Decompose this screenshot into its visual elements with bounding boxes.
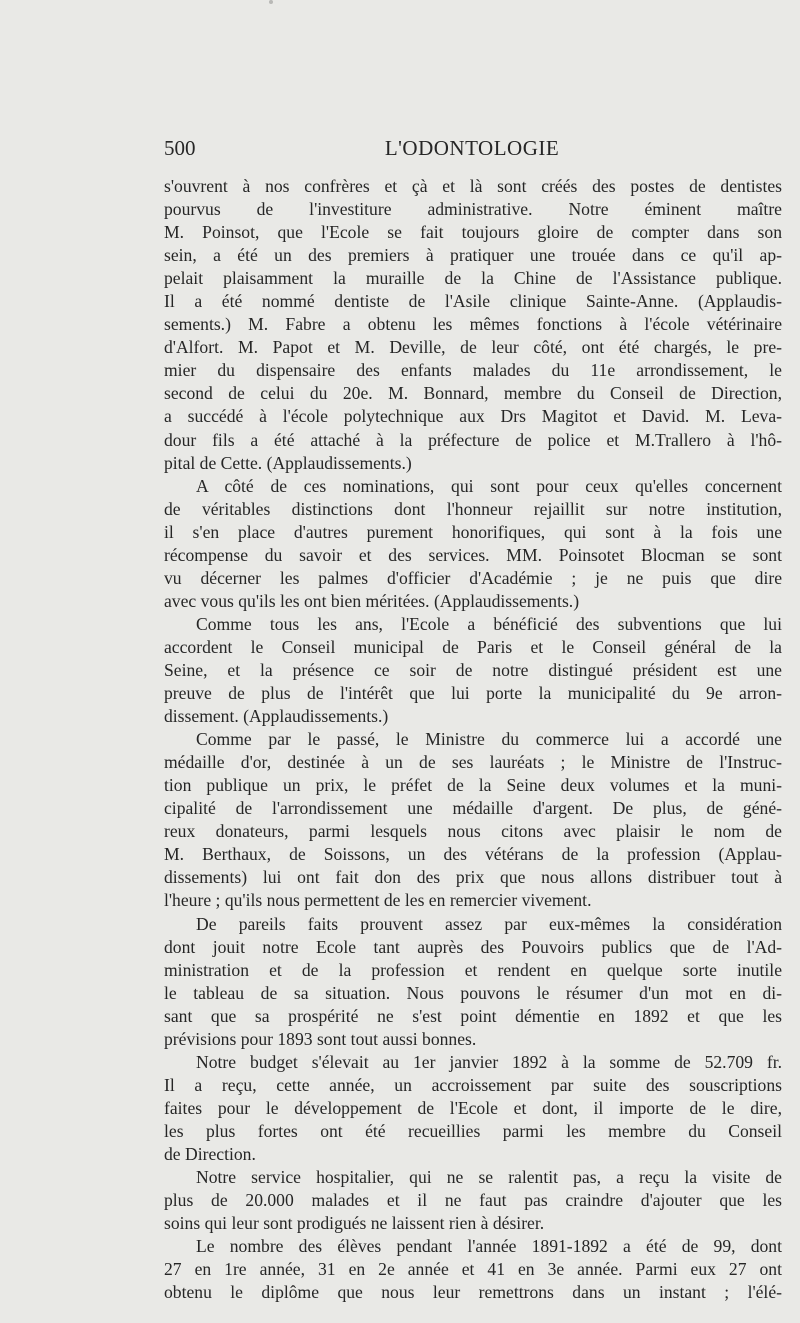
text-line: ministration et de la profession et rendent en quelque sorte inutile bbox=[164, 959, 782, 980]
text-line: dissement. (Applaudissements.) bbox=[164, 706, 389, 727]
text-line: 27 en 1re année, 31 en 2e année et 41 en 3e année. Parmi eux 27 ont bbox=[164, 1259, 782, 1280]
text-line: de Direction. bbox=[164, 1143, 256, 1164]
text-line: cipalité de l'arrondissement une médaille d'argent. De plus, de géné- bbox=[164, 798, 782, 819]
text-line: mier du dispensaire des enfants malades du 11e arrondissement, le bbox=[164, 360, 782, 381]
text-line: pourvus de l'investiture administrative. Notre éminent maître bbox=[164, 199, 782, 220]
text-line: les plus fortes ont été recueillies parmi les membre du Conseil bbox=[164, 1120, 782, 1141]
text-line: Seine, et la présence ce soir de notre distingué président est une bbox=[164, 659, 782, 680]
text-line: d'Alfort. M. Papot et M. Deville, de leur côté, ont été chargés, le pre- bbox=[164, 337, 782, 358]
text-line: Il a été nommé dentiste de l'Asile clinique Sainte-Anne. (Applaudis- bbox=[164, 291, 782, 312]
running-title: L'ODONTOLOGIE bbox=[384, 136, 560, 160]
page-header bbox=[164, 136, 780, 166]
text-line: dour fils a été attaché à la préfecture de police et M.Trallero à l'hô- bbox=[164, 429, 782, 450]
text-line: Notre budget s'élevait au 1er janvier 1892 à la somme de 52.709 fr. bbox=[196, 1051, 782, 1072]
text-line: second de celui du 20e. M. Bonnard, membre du Conseil de Direction, bbox=[164, 383, 782, 404]
text-line: dissements) lui ont fait don des prix que nous allons distribuer tout à bbox=[164, 867, 782, 888]
text-line: de véritables distinctions dont l'honneur rejaillit sur notre institution, bbox=[164, 498, 782, 519]
text-line: M. Poinsot, que l'Ecole se fait toujours gloire de compter dans son bbox=[164, 222, 782, 243]
text-line: sant que sa prospérité ne s'est point démentie en 1892 et que les bbox=[164, 1005, 782, 1026]
text-line: Notre service hospitalier, qui ne se ralentit pas, a reçu la visite de bbox=[196, 1167, 782, 1188]
text-line: obtenu le diplôme que nous leur remettrons dans un instant ; l'élé- bbox=[164, 1282, 782, 1303]
text-line: l'heure ; qu'ils nous permettent de les en remercier vivement. bbox=[164, 890, 592, 911]
page-number: 500 bbox=[164, 136, 196, 160]
text-line: preuve de plus de l'intérêt que lui porte la municipalité du 9e arron- bbox=[164, 683, 782, 704]
text-line: récompense du savoir et des services. MM. Poinsotet Blocman se sont bbox=[164, 544, 782, 565]
text-line: dont jouit notre Ecole tant auprès des Pouvoirs publics que de l'Ad- bbox=[164, 936, 782, 957]
scan-speck bbox=[269, 0, 273, 4]
text-line: Il a reçu, cette année, un accroissement par suite des souscriptions bbox=[164, 1074, 782, 1095]
text-line: s'ouvrent à nos confrères et çà et là sont créés des postes de dentistes bbox=[164, 176, 782, 196]
text-line: accordent le Conseil municipal de Paris et le Conseil général de la bbox=[164, 636, 782, 657]
body-text bbox=[164, 175, 782, 1304]
text-line: le tableau de sa situation. Nous pouvons le résumer d'un mot en di- bbox=[164, 982, 782, 1003]
text-line: faites pour le développement de l'Ecole et dont, il importe de le dire, bbox=[164, 1097, 782, 1118]
text-line: médaille d'or, destinée à un de ses lauréats ; le Ministre de l'Instruc- bbox=[164, 752, 782, 773]
text-line: Comme tous les ans, l'Ecole a bénéficié des subventions que lui bbox=[196, 613, 782, 634]
text-line: M. Berthaux, de Soissons, un des vétérans de la profession (Applau- bbox=[164, 844, 782, 865]
text-line: a succédé à l'école polytechnique aux Drs Magitot et David. M. Leva- bbox=[164, 406, 782, 427]
text-line: pelait plaisamment la muraille de la Chine de l'Assistance publique. bbox=[164, 268, 782, 289]
text-line: vu décerner les palmes d'officier d'Académie ; je ne puis que dire bbox=[164, 567, 782, 588]
text-line: Comme par le passé, le Ministre du commerce lui a accordé une bbox=[196, 729, 782, 750]
text-line: plus de 20.000 malades et il ne faut pas craindre d'ajouter que les bbox=[164, 1190, 782, 1211]
text-line: prévisions pour 1893 sont tout aussi bonnes. bbox=[164, 1028, 477, 1049]
text-line: pital de Cette. (Applaudissements.) bbox=[164, 452, 412, 473]
text-line: sements.) M. Fabre a obtenu les mêmes fonctions à l'école vétérinaire bbox=[164, 314, 782, 335]
text-line: tion publique un prix, le préfet de la Seine deux volumes et la muni- bbox=[164, 775, 782, 796]
text-line: A côté de ces nominations, qui sont pour ceux qu'elles concernent bbox=[196, 475, 782, 496]
text-line: sein, a été un des premiers à pratiquer une trouée dans ce qu'il ap- bbox=[164, 245, 782, 266]
text-line: Le nombre des élèves pendant l'année 1891-1892 a été de 99, dont bbox=[196, 1236, 782, 1257]
text-line: reux donateurs, parmi lesquels nous citons avec plaisir le nom de bbox=[164, 821, 782, 842]
text-line: soins qui leur sont prodigués ne laissent rien à désirer. bbox=[164, 1213, 545, 1234]
text-line: il s'en place d'autres purement honorifiques, qui sont à la fois une bbox=[164, 521, 782, 542]
text-line: De pareils faits prouvent assez par eux-mêmes la considération bbox=[196, 913, 782, 934]
text-line: avec vous qu'ils les ont bien méritées. (Applaudissements.) bbox=[164, 590, 580, 611]
